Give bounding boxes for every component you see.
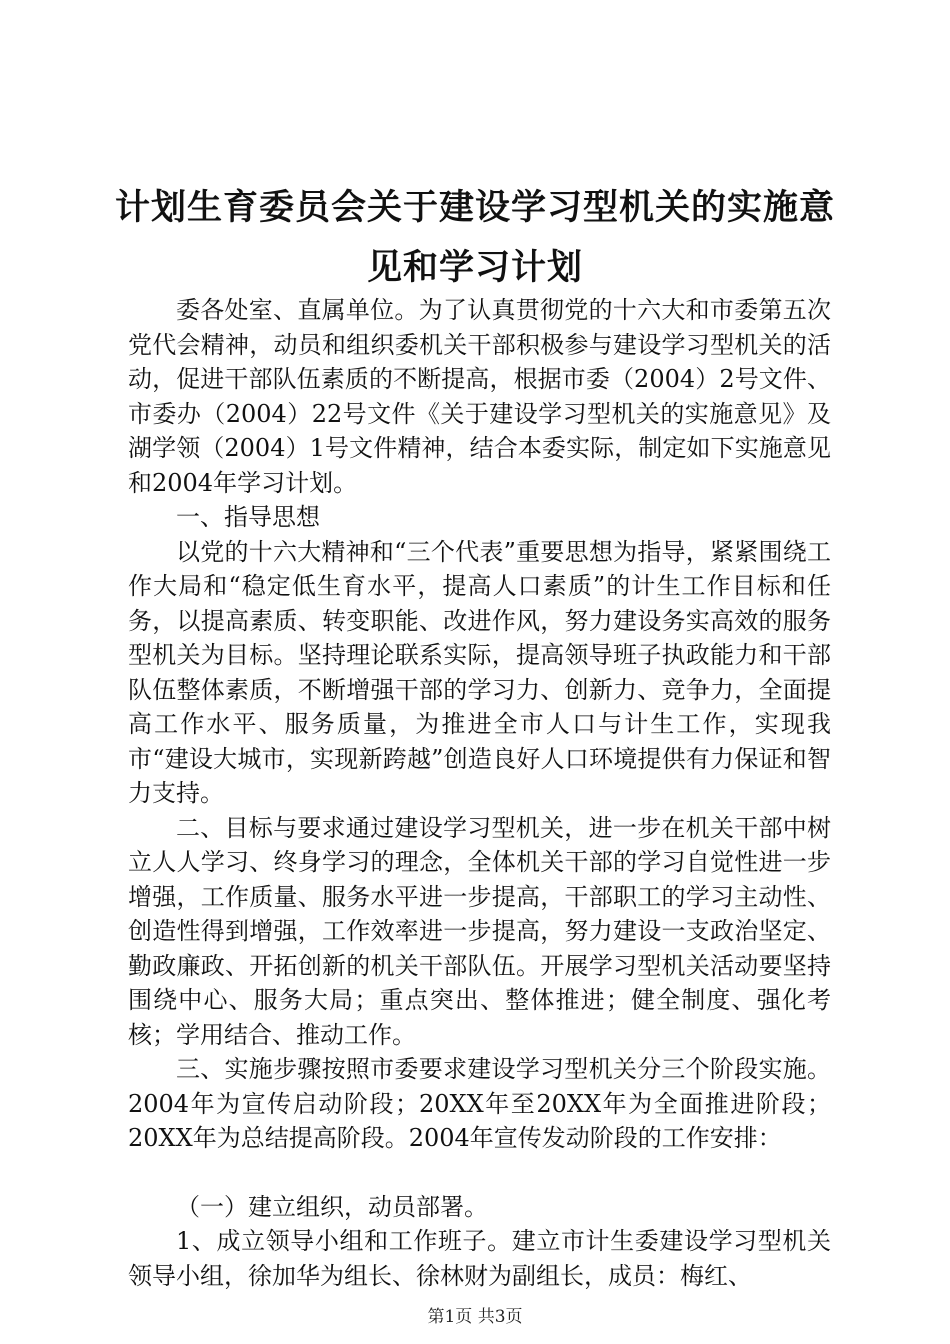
section-heading-guiding-ideology: 一、指导思想 — [176, 503, 320, 531]
page-footer: 第1页 共3页 — [427, 1307, 523, 1327]
paragraph-goals-requirements: 二、目标与要求通过建设学习型机关，进一步在机关干部中树立人人学习、终身学习的理念，全体机关干部的学习自觉性进一步增强，工作质量、服务水平进一步提高，干部职工的学习主动性、创造性得到增强，工作效率进一步提高，努力建设一支政治坚定、勤政廉政、开拓创新的机关干部队伍。开展学习型机关活动要坚持围绕中心、服务大局；重点突出、整体推进；健全制度、强化考核；学用结合、推动工作。 — [128, 813, 831, 1049]
paragraph-intro: 委各处室、直属单位。为了认真贯彻党的十六大和市委第五次党代会精神，动员和组织委机关干部积极参与建设学习型机关的活动，促进干部队伍素质的不断提高，根据市委（2004）2号文件、市委办（2004）22号文件《关于建设学习型机关的实施意见》及湖学领（2004）1号文件精神，结合本委实际，制定如下实施意见和2004年学习计划。 — [128, 296, 831, 497]
document-title-line-1: 计划生育委员会关于建设学习型机关的实施意 — [114, 188, 835, 228]
document-title-line-2: 见和学习计划 — [366, 248, 583, 288]
subsection-heading-organization: （一）建立组织，动员部署。 — [176, 1192, 488, 1221]
paragraph-leadership-group: 1、成立领导小组和工作班子。建立市计生委建设学习型机关领导小组，徐加华为组长、徐林财为副组长，成员：梅红、 — [128, 1227, 831, 1290]
paragraph-guiding-ideology: 以党的十六大精神和“三个代表”重要思想为指导，紧紧围绕工作大局和“稳定低生育水平，提高人口素质”的计生工作目标和任务，以提高素质、转变职能、改进作风，努力建设务实高效的服务型机关为目标。坚持理论联系实际，提高领导班子执政能力和干部队伍整体素质，不断增强干部的学习力、创新力、竞争力，全面提高工作水平、服务质量，为推进全市人口与计生工作，实现我市“建设大城市，实现新跨越”创造良好人口环境提供有力保证和智力支持。 — [128, 537, 831, 807]
document-body — [128, 293, 831, 1293]
paragraph-implementation-steps: 三、实施步骤按照市委要求建设学习型机关分三个阶段实施。2004年为宣传启动阶段；20XX年至20XX年为全面推进阶段；20XX年为总结提高阶段。2004年宣传发动阶段的工作安排： — [128, 1055, 831, 1152]
